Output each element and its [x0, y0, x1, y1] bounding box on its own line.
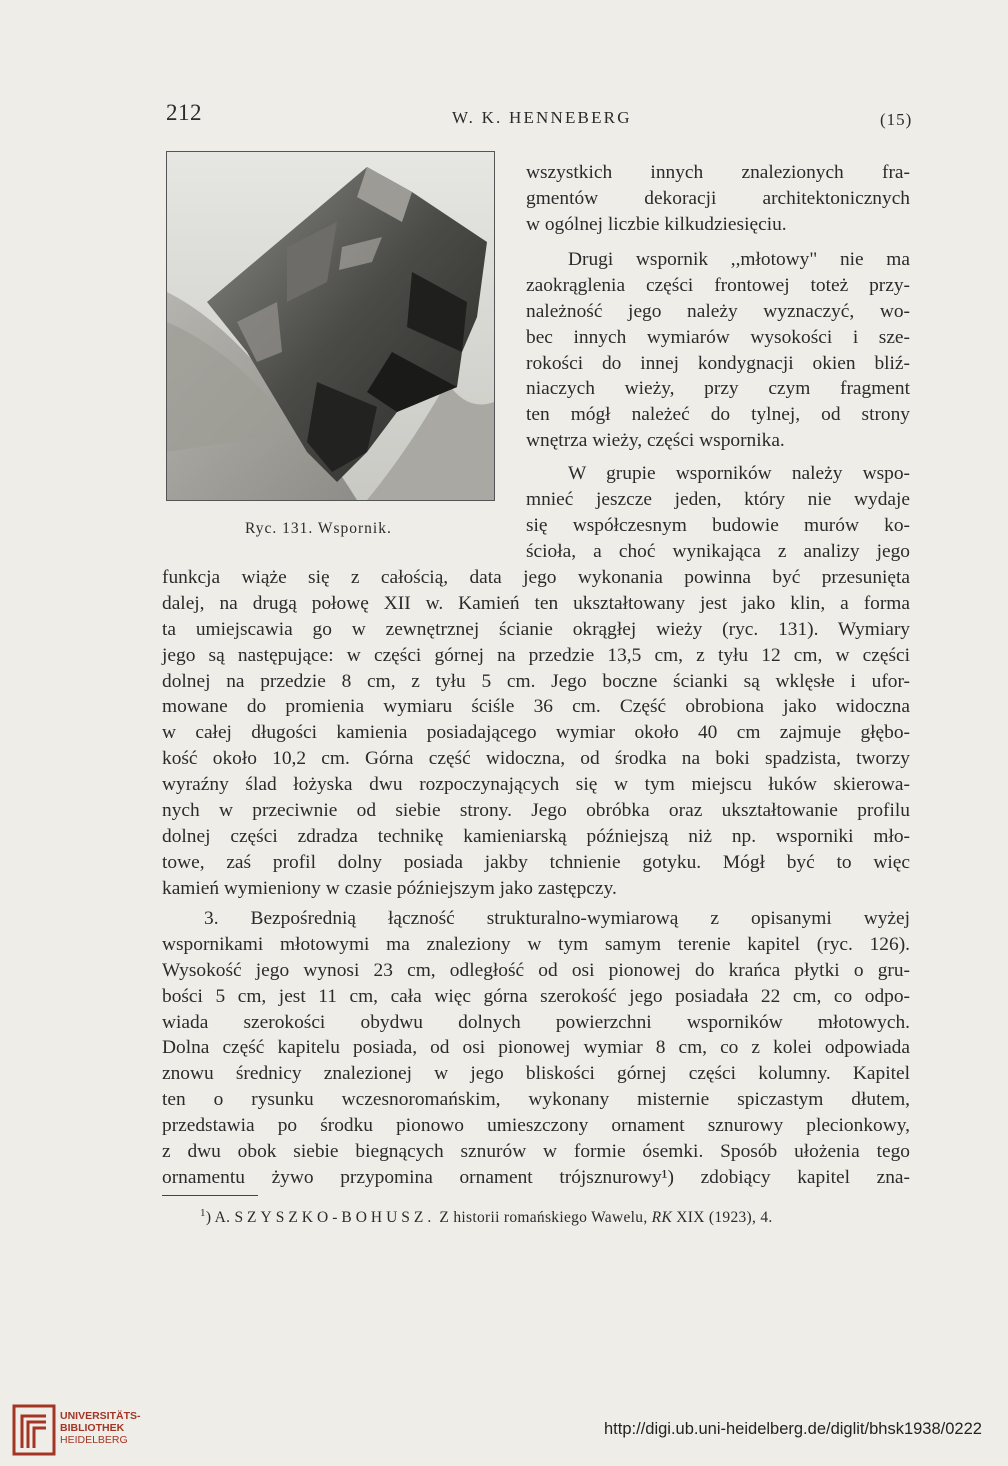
footnote	[200, 1207, 773, 1227]
text-line: Drugi wspornik ,,młotowy" nie ma	[568, 249, 910, 270]
text-line: towe, zaś profil dolny posiada jakby tchnienie gotyku. Mógł być to więc	[162, 851, 910, 873]
text-line: gmentów dekoracji architektonicznych	[526, 187, 910, 209]
body-paragraph-1	[162, 565, 910, 902]
library-name-line: HEIDELBERG	[60, 1434, 128, 1446]
text-line: 3. Bezpośrednią łączność strukturalno-wymiarową z opisanymi wyżej	[204, 908, 910, 929]
footnote-rest: XIX (1923), 4.	[672, 1209, 773, 1227]
library-name-line: BIBLIOTHEK	[60, 1422, 125, 1434]
right-column-paragraph-2	[526, 247, 910, 454]
text-line: dalej, na drugą połowę XII w. Kamień ten ukształtowany jest jako klin, a forma	[162, 592, 910, 614]
text-line: bec innych wymiarów wysokości i sze-	[526, 326, 910, 348]
text-line: Dolna część kapitelu posiada, od osi pionowej wymiar 8 cm, co z kolei odpowiada	[162, 1037, 910, 1059]
text-line: znowu średnicy znalezionej w jego bliskości górnej części kolumny. Kapitel	[162, 1063, 910, 1085]
text-line: nych w przeciwnie od siebie strony. Jego obróbka oraz ukształtowanie profilu	[162, 800, 910, 822]
section-number: (15)	[880, 110, 913, 129]
footnote-title: Z historii romańskiego Wawelu,	[435, 1209, 652, 1227]
text-line: się współczesnym budowie murów ko-	[526, 514, 910, 536]
text-line: wiada szerokości obydwu dolnych powierzchni wsporników młotowych.	[162, 1011, 910, 1033]
text-line: W grupie wsporników należy wspo-	[568, 463, 910, 484]
footnote-rule	[162, 1195, 258, 1196]
text-line: ścioła, a choć wynikająca z analizy jego	[526, 540, 910, 562]
text-line: ta umiejscawia go w zewnętrznej ścianie okrągłej wieży (ryc. 131). Wymiary	[162, 618, 910, 640]
text-line: w ogólnej liczbie kilkudziesięciu.	[526, 213, 787, 235]
text-line: ornamentu żywo przypomina ornament trójsznurowy¹) zdobiący kapitel zna-	[162, 1166, 910, 1188]
text-line: dolnej na przedzie 8 cm, z tyłu 5 cm. Jego boczne ścianki są wklęsłe i ufor-	[162, 670, 910, 692]
footnote-journal: RK	[651, 1209, 673, 1227]
source-url[interactable]: http://digi.ub.uni-heidelberg.de/diglit/bhsk1938/0222	[604, 1420, 982, 1438]
text-line: wyraźny ślad łożyska dwu rozpoczynających się w tym miejscu łuków skierowa-	[162, 774, 910, 796]
library-logo-icon	[12, 1404, 56, 1456]
footnote-marker: 1	[200, 1207, 206, 1219]
text-line: w całej długości kamienia posiadającego wymiar około 40 cm zajmuje głębo-	[162, 722, 910, 744]
footnote-prefix: ) A.	[205, 1209, 235, 1227]
figure-caption: Ryc. 131. Wspornik.	[245, 520, 392, 537]
text-line: z dwu obok siebie biegnących sznurów w formie ósemki. Sposób ułożenia tego	[162, 1141, 910, 1163]
text-line: niaczych wieży, przy czym fragment	[526, 378, 910, 400]
text-line: zaokrąglenia części frontowej toteż przy-	[526, 274, 910, 296]
right-column-paragraph-3	[526, 461, 910, 565]
right-column-text	[526, 160, 910, 238]
text-line: kość około 10,2 cm. Górna część widoczna, od środka na boki spadzista, tworzy	[162, 748, 910, 770]
text-line: ten o rysunku wczesnoromańskim, wykonany misternie spiczastym dłutem,	[162, 1089, 910, 1111]
text-line: wspornikami młotowymi ma znaleziony w tym samym terenie kapitel (ryc. 126).	[162, 933, 910, 955]
text-line: ten mógł należeć do tylnej, od strony	[526, 404, 910, 426]
text-line: Wysokość jego wynosi 23 cm, odległość od osi pionowej do krańca płytki o gru-	[162, 959, 910, 981]
text-line: funkcja wiąże się z całością, data jego wykonania powinna być przesunięta	[162, 567, 910, 588]
text-line: mnieć jeszcze jeden, który nie wydaje	[526, 488, 910, 510]
text-line: dolnej części zdradza technikę kamieniarską późniejszą niż np. wsporniki mło-	[162, 825, 910, 847]
text-line: bości 5 cm, jest 11 cm, cała więc górna szerokość jego posiadała 22 cm, co odpo-	[162, 985, 910, 1007]
figure-photo-corbel	[166, 151, 495, 501]
text-line: kamień wymieniony w czasie późniejszym jako zastępczy.	[162, 877, 617, 899]
library-name	[60, 1410, 141, 1446]
text-line: wnętrza wieży, części wspornika.	[526, 430, 785, 452]
text-line: przedstawia po środku pionowo umieszczony ornament sznurowy plecionkowy,	[162, 1115, 910, 1137]
text-line: mowane do promienia wymiaru ściśle 36 cm. Część obrobiona jako widoczna	[162, 696, 910, 718]
text-line: wszystkich innych znalezionych fra-	[526, 162, 910, 183]
text-line: jego są następujące: w części górnej na przedzie 13,5 cm, z tyłu 12 cm, w części	[162, 644, 910, 666]
body-paragraph-2	[162, 906, 910, 1191]
library-name-line: UNIVERSITÄTS-	[60, 1410, 141, 1422]
page-number: 212	[166, 100, 202, 125]
footnote-author: SZYSZKO-BOHUSZ.	[234, 1209, 436, 1227]
text-line: rokości do innej kondygnacji okien bliź-	[526, 352, 910, 374]
text-line: należność jego należy wyznaczyć, wo-	[526, 300, 910, 322]
running-header-author: W. K. HENNEBERG	[452, 108, 632, 127]
